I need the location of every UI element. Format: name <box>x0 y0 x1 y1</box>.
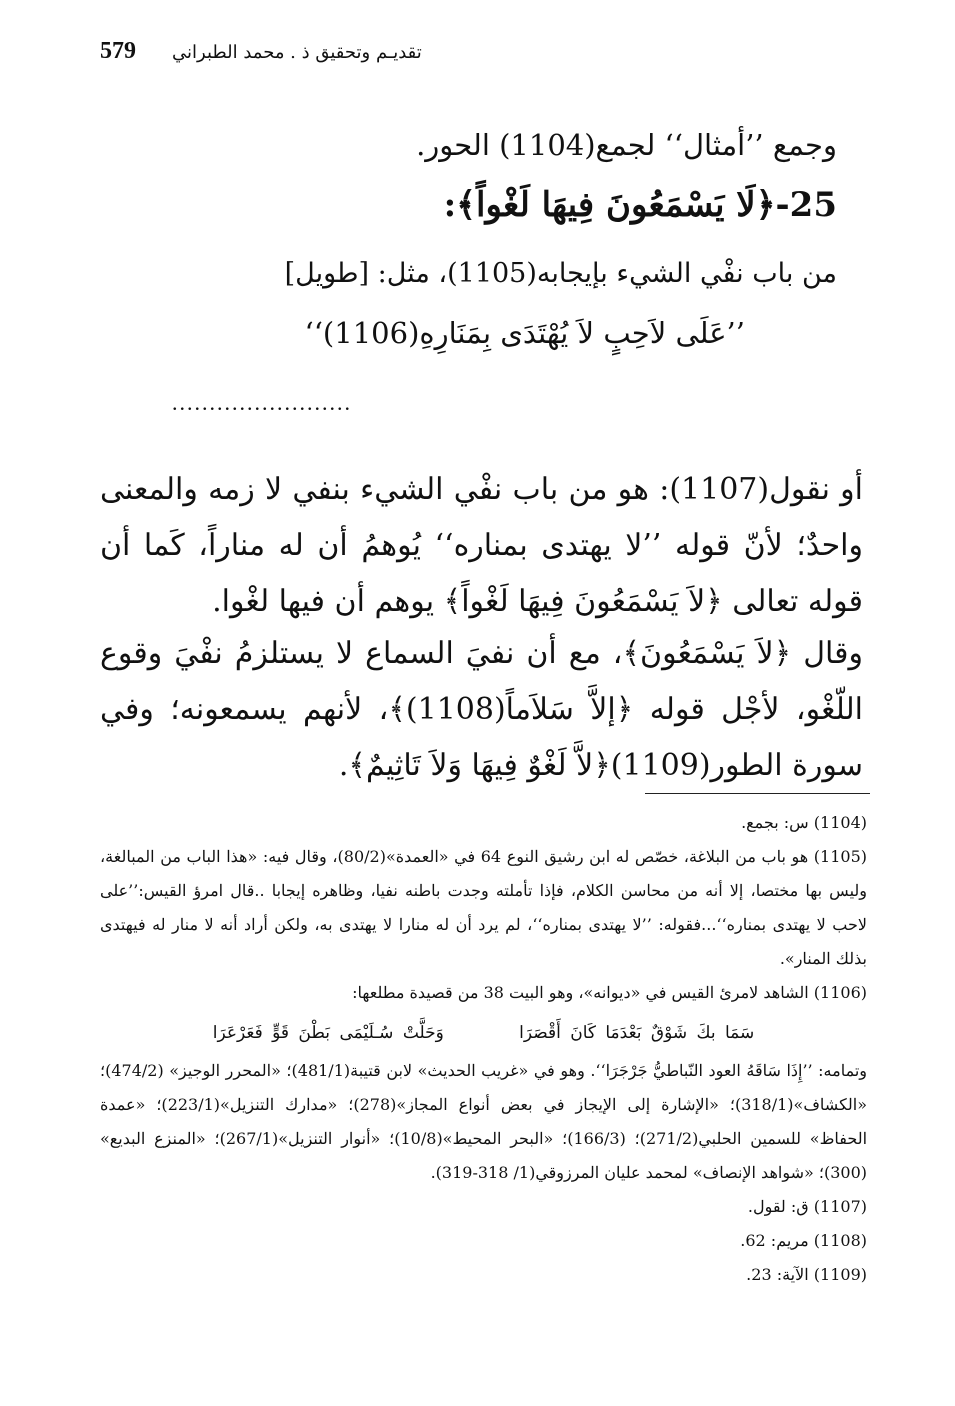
footnote-1106-intro: (1106) الشاهد لامرئ القيس في «ديوانه»، وهو البيت 38 من قصيدة مطلعها: <box>352 983 867 1002</box>
footnote-1106-rest: وتمامه: ’’إِذَا سَاقَهُ العود النّباطيُّ جَرْجَرَا‘‘. وهو في «غريب الحديث» لابن قتيبة(481/1)؛ «المحرر الوجيز» (474/2)؛ «الكشاف»(318/1)؛ «الإشارة إلى الإيجاز في بعض أنواع المجاز»(278)؛ «مدارك التنزيل»(223/1)؛ «عمدة الحفاظ» للسمين الحلبي(271/2)؛ (166/3)؛ «البحر المحيط»(10/8)؛ «أنوار التنزيل»(267/1)؛ «المنزع البديع» (300)؛ «شواهد الإنصاف» لمحمد عليان المرزوقي(1/ 318-319). <box>100 1061 868 1182</box>
page-header <box>100 38 422 78</box>
footnotes <box>100 806 867 1292</box>
footnote-rule <box>645 793 870 794</box>
text-line-plural-amthal: وجمع ’’أمثال‘‘ لجمع(1104) الحور. <box>416 128 837 162</box>
footnote-1104: (1104) س: بجمع. <box>741 813 867 832</box>
footnote-1109: (1109) الآية: 23. <box>746 1265 867 1284</box>
verse-second-hemistich: وَحَلَّتْ سُـلَيْمَى بَطْنَ قَوٍّ فَعَرْعَرَا <box>212 1023 444 1043</box>
poetry-hemistich: ’’عَلَى لاَحِبٍ لاَ يُهْتَدَى بِمَنَارِهِ(1106)‘‘ <box>304 316 745 350</box>
footnote-1107: (1107) ق: لقول. <box>747 1197 867 1216</box>
footnote-1108: (1108) مريم: 62. <box>740 1231 867 1250</box>
running-title: تقديـم وتحقيق ذ . محمد الطبراني <box>172 42 422 63</box>
body-paragraph-2: وقال ﴿لاَ يَسْمَعُونَ﴾، مع أن نفيَ السماع لا يستلزمُ نفْيَ وقوع اللّغْو، لأجْل قوله ﴿إلاَّ سَلاَماً(1108)﴾، لأنهم يسمعونه؛ وفي سورة الطور(1109)﴿لاَّ لَغْوٌ فِيهَا وَلاَ تَاثِيمٌ﴾. <box>100 636 863 783</box>
footnote-1105: (1105) هو باب من البلاغة، خصّص له ابن رشيق النوع 64 في «العمدة»(80/2)، وقال فيه: «هذا الباب من المبالغة، وليس بها مختصا، إلا أنه من محاسن الكلام، فإذا تأملته وجدت باطنه نفيا، وظاهره إيجابا ..قال امرؤ القيس:’’على لاحب لا يهتدى بمناره‘‘...فقوله: ’’لا يهتدى بمناره‘‘، لم يرد أن له منارا لا يهتدى به، ولكن أراد أنه لا منار له فيهتدى بذلك المنار». <box>100 847 867 968</box>
verse-first-hemistich: سَمَا بكَ شَوْقٌ بَعْدَمَا كَانَ أَقْصَرَا <box>519 1023 755 1043</box>
verse-heading-25: 25-﴿لَا يَسْمَعُونَ فِيهَا لَغْواً﴾: <box>443 185 837 225</box>
body-paragraph-1: أو نقول(1107): هو من باب نفْي الشيء بنفي لا زمه والمعنى واحدٌ؛ لأنّ قوله ’’لا يهتدى بمناره‘‘ يُوهمُ أن له مناراً، كَما أن قوله تعالى ﴿لاَ يَسْمَعُونَ فِيهَا لَغْواً﴾ يوهم أن فيها لغْوا. <box>100 472 863 619</box>
text-line-negation-chapter: من باب نفْي الشيء بإيجابه(1105)، مثل: [طويل] <box>284 258 837 289</box>
page-number: 579 <box>100 38 136 64</box>
footnote-1106-verse <box>100 1016 867 1050</box>
dotted-separator: ........................ <box>172 390 352 415</box>
